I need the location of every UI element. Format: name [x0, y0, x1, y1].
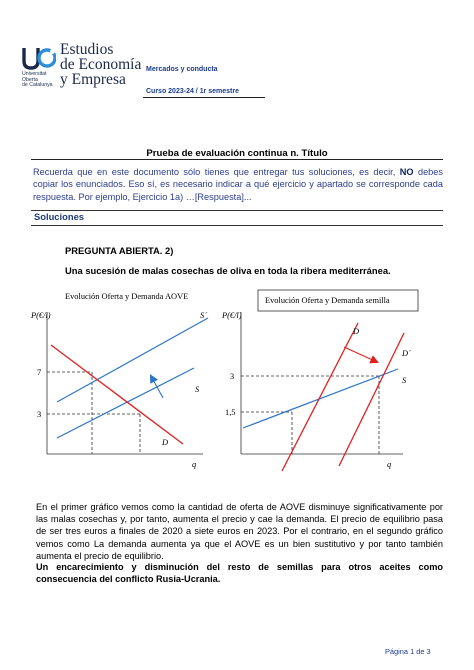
chart-semilla-demand-old: [282, 323, 358, 471]
chart-aove-tick-3: 3: [37, 410, 42, 419]
logo-line-3: y Empresa: [60, 71, 126, 88]
uoc-logo-mark: [22, 46, 56, 70]
logo-wordmark: [60, 42, 141, 87]
logo-sub-3: de Catalunya: [22, 82, 53, 89]
chart-aove-label-d: D: [162, 438, 169, 447]
chart-semilla-label-d-prime: D´: [402, 349, 411, 358]
course-name: Mercados y conducta: [146, 66, 218, 73]
answer-paragraph: En el primer gráfico vemos como la cantidad de oferta de AOVE disminuye significativamente por las malas cosechas y, por tanto, aumenta el precio y cae la demanda. El precio de equilibrio pasa de ser tres euros a finales de 2020 a siete euros en 2023. Por el contrario, en el segundo gráfico vemos como La demanda aumenta ya que el AOVE es un bien sustitutivo y por tanto también aumenta el precio de equilibrio.: [36, 502, 443, 561]
question-subtitle: Una sucesión de malas cosechas de oliva en toda la ribera mediterránea.: [65, 265, 391, 276]
chart-aove-supply-old: [57, 368, 194, 438]
intro-paragraph: [33, 166, 443, 203]
chart-aove-shift-arrow: [151, 376, 163, 398]
chart-semilla-supply: [243, 369, 398, 428]
chart-aove-label-s: S: [195, 385, 200, 394]
chart-semilla-shift-arrow: [344, 347, 377, 362]
chart-semilla: [222, 288, 444, 484]
chart-semilla-demand-new: [339, 333, 404, 466]
logo-line-2: de Economía: [60, 56, 142, 73]
intro-text-bold: NO: [399, 167, 414, 177]
chart-aove: [30, 288, 220, 484]
logo-line-1: Estudios: [60, 41, 114, 58]
section-header-box: [31, 210, 443, 226]
chart-semilla-xlabel: q: [387, 460, 392, 469]
title-divider: [31, 159, 443, 160]
document-title: Prueba de evaluación continua n. Título: [146, 148, 328, 159]
intro-text-post: debes copiar los enunciados. Eso sí, es necesario indicar a qué ejercicio y apartado se corresponde cada respuesta. Por ejemplo, Ejercicio 1a) …[Respuesta]...: [33, 167, 443, 202]
chart-semilla-title: Evolución Oferta y Demanda semilla: [265, 296, 390, 305]
chart-semilla-tick-3: 3: [230, 372, 235, 381]
intro-text-pre: Recuerda que en este documento sólo tienes que entregar tus soluciones, es decir,: [33, 167, 400, 177]
question-title: PREGUNTA ABIERTA. 2): [65, 245, 174, 256]
chart-semilla-label-s: S: [402, 376, 407, 385]
chart-aove-title: Evolución Oferta y Demanda AOVE: [65, 292, 189, 301]
page-number: Página 1 de 3: [385, 647, 431, 656]
chart-aove-xlabel: q: [192, 460, 197, 469]
chart-aove-supply-new: [57, 318, 208, 402]
course-semester: Curso 2023-24 / 1r semestre: [146, 88, 239, 95]
section-title: Soluciones: [34, 211, 85, 222]
next-question-heading: Un encarecimiento y disminución del resto de semillas para otros aceites como consecuencia del conflicto Rusia-Ucrania.: [36, 562, 443, 585]
chart-semilla-label-d: D: [353, 327, 360, 336]
chart-aove-label-s-prime: S´: [200, 311, 207, 320]
logo-subtitle: [22, 72, 53, 89]
chart-semilla-tick-15: 1,5: [225, 408, 236, 417]
logo-sub-1: Universitat: [22, 71, 47, 77]
chart-aove-ylabel: P(€/l): [31, 311, 51, 320]
chart-semilla-ylabel: P(€/l): [222, 311, 242, 320]
chart-aove-tick-7: 7: [37, 368, 42, 377]
header-divider: [143, 97, 265, 98]
logo-sub-2: Oberta: [22, 76, 38, 83]
